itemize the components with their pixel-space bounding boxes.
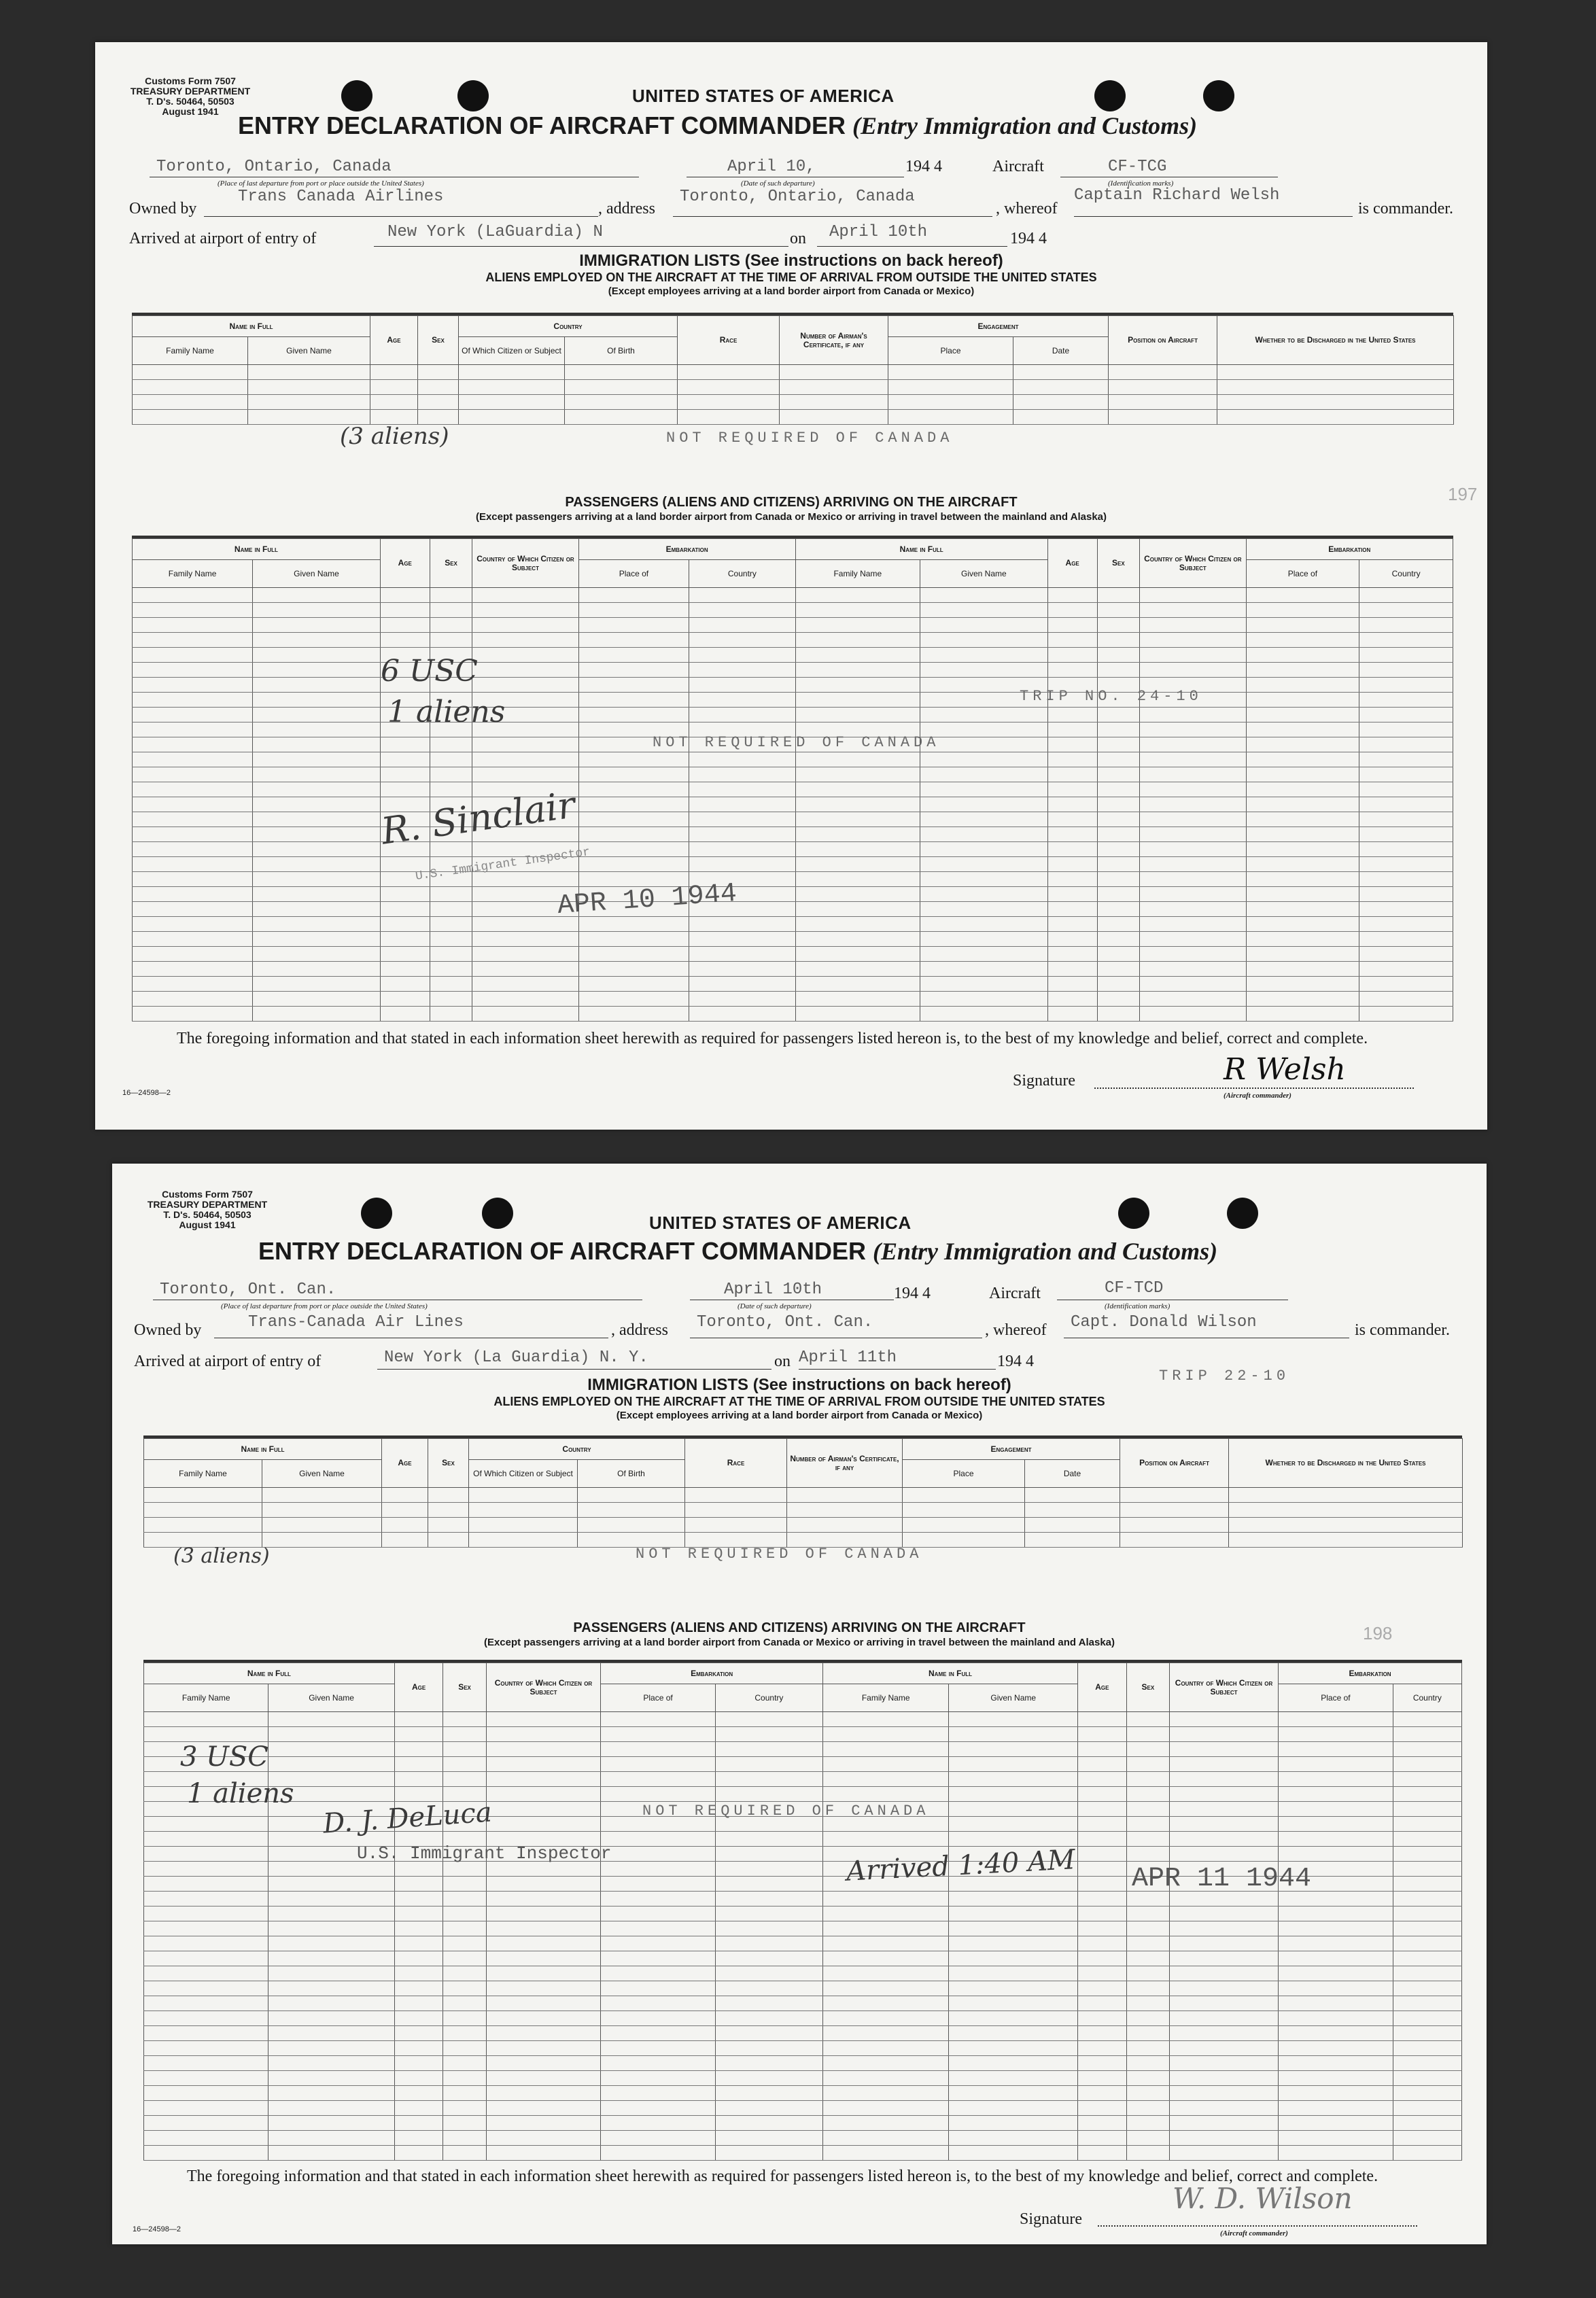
table-row (144, 1921, 1462, 1936)
form-number: Customs Form 7507 (145, 75, 236, 86)
departure-date: April 10th (724, 1281, 822, 1299)
title-main: ENTRY DECLARATION OF AIRCRAFT COMMANDER (238, 111, 846, 139)
aliens-subheading: (Except employees arriving at a land border airport from Canada or Mexico) (616, 1410, 983, 1421)
col-place-of: Place of (1279, 1684, 1393, 1712)
print-code: 16—24598—2 (133, 2225, 181, 2233)
rule (799, 1369, 996, 1370)
table-row (133, 797, 1453, 812)
signature-line (1094, 1087, 1414, 1089)
department: TREASURY DEPARTMENT (130, 86, 251, 97)
table-row (144, 1787, 1462, 1802)
table-row (133, 693, 1453, 708)
whereof-label: , whereof (985, 1321, 1047, 1339)
departure-place: Toronto, Ontario, Canada (156, 158, 392, 176)
table-row (133, 887, 1453, 902)
rule (673, 216, 992, 217)
col-place-of: Place of (601, 1684, 716, 1712)
col-given-name: Given Name (248, 337, 370, 365)
table-row (133, 752, 1453, 767)
col-discharged: Whether to be Discharged in the United States (1217, 316, 1454, 365)
trip-number: TRIP 22-10 (1159, 1368, 1290, 1385)
commander-suffix: is commander. (1358, 200, 1453, 217)
margin-number: 198 (1363, 1623, 1393, 1643)
table-row (133, 603, 1453, 618)
punch-hole (457, 80, 489, 111)
table-row (133, 962, 1453, 977)
inspector-signature: D. J. DeLuca (322, 1796, 493, 1840)
table-row (133, 992, 1453, 1007)
departure-place-caption: (Place of last departure from port or place outside the United States) (218, 179, 424, 188)
crew-handwritten-note: (3 aliens) (173, 1544, 270, 1568)
col-name-in-full: Name in Full (133, 316, 370, 337)
print-code: 16—24598—2 (122, 1089, 171, 1097)
col-embarkation: Embarkation (1246, 539, 1453, 560)
passengers-subheading: (Except passengers arriving at a land border airport from Canada or Mexico or arriving in travel between the mainland and Alaska) (475, 511, 1107, 523)
rule (377, 1369, 771, 1370)
table-row (133, 827, 1453, 842)
rule (374, 246, 788, 247)
departure-date: April 10, (727, 158, 816, 176)
col-name-in-full: Name in Full (144, 1663, 395, 1684)
signature-label: Signature (1020, 2210, 1082, 2228)
col-place: Place (888, 337, 1013, 365)
table-row (133, 708, 1453, 723)
form-number-block (122, 76, 258, 117)
col-sex: Sex (418, 316, 459, 365)
table-row (144, 1996, 1462, 2011)
table-row (133, 857, 1453, 872)
inspector-caption: U.S. Immigrant Inspector (357, 1843, 612, 1864)
crew-handwritten-note: (3 aliens) (340, 423, 449, 450)
table-row (144, 2131, 1462, 2146)
col-place-of: Place of (578, 560, 689, 588)
address: Toronto, Ont. Can. (697, 1313, 873, 1331)
inspector-caption: U.S. Immigrant Inspector (414, 846, 591, 884)
immigration-heading: IMMIGRATION LISTS (See instructions on back hereof) (579, 251, 1003, 270)
whereof-label: , whereof (996, 200, 1058, 217)
table-row (144, 1757, 1462, 1772)
signature-value: W. D. Wilson (1173, 2182, 1353, 2215)
form-number-block (139, 1189, 275, 1230)
table-row (133, 1007, 1453, 1022)
tds: T. D's. 50464, 50503 (163, 1209, 251, 1220)
footer-statement: The foregoing information and that stated in each information sheet herewith as required for passengers listed hereon is, to the best of my knowledge and belief, correct and complete. (187, 2168, 1378, 2185)
passengers-heading: PASSENGERS (ALIENS AND CITIZENS) ARRIVING ON THE AIRCRAFT (573, 1620, 1026, 1635)
address: Toronto, Ontario, Canada (680, 188, 915, 206)
col-age: Age (370, 316, 418, 365)
table-row (133, 977, 1453, 992)
departure-year: 194 4 (905, 158, 942, 175)
title-main: ENTRY DECLARATION OF AIRCRAFT COMMANDER (258, 1237, 866, 1265)
owner: Trans-Canada Air Lines (248, 1313, 464, 1331)
date-issued: August 1941 (162, 106, 219, 117)
crew-overlay-text: NOT REQUIRED OF CANADA (636, 1546, 923, 1563)
aircraft-label: Aircraft (989, 1285, 1041, 1302)
col-age: Age (380, 539, 430, 588)
arrived-note: Arrived 1:40 AM (846, 1844, 1076, 1887)
col-country: Country (1393, 1684, 1461, 1712)
departure-place-caption: (Place of last departure from port or place outside the United States) (221, 1302, 428, 1310)
table-row (133, 678, 1453, 693)
col-given-name: Given Name (253, 560, 381, 588)
aircraft-label: Aircraft (992, 158, 1044, 175)
immigration-heading: IMMIGRATION LISTS (See instructions on back hereof) (587, 1376, 1011, 1394)
rule (1074, 216, 1353, 217)
col-family-name: Family Name (822, 1684, 948, 1712)
date-issued: August 1941 (179, 1219, 236, 1230)
passenger-overlay-text: NOT REQUIRED OF CANADA (653, 734, 940, 751)
departure-date-caption: (Date of such departure) (738, 1302, 812, 1310)
col-position: Position on Aircraft (1109, 316, 1217, 365)
col-family-name: Family Name (144, 1684, 268, 1712)
tds: T. D's. 50464, 50503 (146, 96, 235, 107)
table-row (144, 2041, 1462, 2056)
passengers-heading: PASSENGERS (ALIENS AND CITIZENS) ARRIVING ON THE AIRCRAFT (565, 495, 1018, 510)
table-row (133, 782, 1453, 797)
table-row (144, 1727, 1462, 1742)
date-stamp: APR 11 1944 (1132, 1864, 1312, 1894)
table-row (144, 2146, 1462, 2161)
col-age: Age (1078, 1663, 1127, 1712)
table-row (133, 648, 1453, 663)
table-row (144, 1742, 1462, 1757)
col-given-name: Given Name (268, 1684, 394, 1712)
table-row (144, 1936, 1462, 1951)
aircraft-marks-caption: (Identification marks) (1105, 1302, 1170, 1310)
table-row (133, 917, 1453, 932)
table-row (144, 1847, 1462, 1862)
address-label: , address (598, 200, 655, 217)
table-row (133, 767, 1453, 782)
signature-value: R Welsh (1224, 1052, 1346, 1087)
commander: Capt. Donald Wilson (1071, 1313, 1257, 1331)
col-of-birth: Of Birth (565, 337, 678, 365)
title-italic: (Entry Immigration and Customs) (872, 1238, 1218, 1265)
declaration-form-2 (112, 1164, 1487, 2244)
col-name-in-full: Name in Full (822, 1663, 1077, 1684)
table-row (144, 1966, 1462, 1981)
table-row (133, 932, 1453, 947)
table-row (133, 588, 1453, 603)
col-embarkation: Embarkation (578, 539, 795, 560)
trip-number: TRIP NO. 24-10 (1020, 688, 1202, 705)
punch-hole (1203, 80, 1234, 111)
arrival-year: 194 4 (1010, 230, 1047, 247)
commander: Captain Richard Welsh (1074, 186, 1280, 205)
col-citizen-of: Of Which Citizen or Subject (469, 1460, 578, 1488)
declaration-form-1 (95, 42, 1487, 1130)
col-discharged: Whether to be Discharged in the United States (1229, 1439, 1463, 1488)
table-row (144, 1907, 1462, 1921)
margin-number: 197 (1448, 484, 1478, 504)
col-family-name: Family Name (133, 337, 248, 365)
departure-date-caption: (Date of such departure) (741, 179, 815, 188)
col-country: Country (459, 316, 678, 337)
col-name-in-full: Name in Full (133, 539, 381, 560)
passenger-overlay-text: NOT REQUIRED OF CANADA (642, 1803, 930, 1820)
col-engagement: Engagement (888, 316, 1109, 337)
passengers-subheading: (Except passengers arriving at a land border airport from Canada or Mexico or arriving in travel between the mainland and Alaska) (483, 1637, 1115, 1648)
passenger-table (143, 1662, 1462, 2161)
col-engagement: Engagement (903, 1439, 1120, 1460)
col-given-name: Given Name (949, 1684, 1078, 1712)
table-row (144, 1981, 1462, 1996)
table-row (133, 618, 1453, 633)
table-row (133, 842, 1453, 857)
col-embarkation: Embarkation (601, 1663, 823, 1684)
table-row (133, 902, 1453, 917)
col-citizen-of: Of Which Citizen or Subject (459, 337, 565, 365)
aircraft-marks-caption: (Identification marks) (1108, 179, 1174, 188)
col-country: Country (689, 560, 795, 588)
crew-overlay-text: NOT REQUIRED OF CANADA (666, 430, 954, 447)
table-row (144, 2056, 1462, 2071)
passenger-handwritten-note-1: 3 USC (180, 1741, 268, 1773)
arrival-date: April 11th (799, 1348, 897, 1367)
table-row (144, 1712, 1462, 1727)
col-family-name: Family Name (133, 560, 253, 588)
passenger-handwritten-note-2: 1 aliens (387, 695, 506, 729)
col-sex: Sex (443, 1663, 486, 1712)
col-name-in-full: Name in Full (144, 1439, 382, 1460)
country-header: UNITED STATES OF AMERICA (649, 1213, 912, 1233)
col-sex: Sex (430, 539, 472, 588)
departure-place: Toronto, Ont. Can. (160, 1281, 336, 1299)
col-citizen-of: Country of Which Citizen or Subject (486, 1663, 601, 1712)
table-row (144, 2101, 1462, 2116)
punch-hole (361, 1198, 392, 1229)
title-italic: (Entry Immigration and Customs) (852, 112, 1198, 139)
inspector-signature: R. Sinclair (379, 783, 578, 853)
signature-caption: (Aircraft commander) (1224, 1092, 1291, 1100)
owned-by-label: Owned by (129, 200, 197, 217)
col-sex: Sex (428, 1439, 469, 1488)
on-label: on (790, 230, 806, 247)
punch-hole (482, 1198, 513, 1229)
owned-by-label: Owned by (134, 1321, 202, 1339)
table-row (133, 812, 1453, 827)
commander-suffix: is commander. (1355, 1321, 1450, 1339)
form-title (238, 111, 1197, 140)
col-country: Country (469, 1439, 685, 1460)
table-row (133, 633, 1453, 648)
on-label: on (774, 1353, 791, 1370)
col-country: Country (1359, 560, 1453, 588)
country-header: UNITED STATES OF AMERICA (632, 86, 895, 106)
passenger-handwritten-note-1: 6 USC (381, 654, 478, 689)
punch-hole (1118, 1198, 1149, 1229)
col-date: Date (1025, 1460, 1120, 1488)
arrival-airport: New York (La Guardia) N. Y. (384, 1348, 648, 1367)
signature-label: Signature (1013, 1072, 1075, 1090)
col-citizen-of: Country of Which Citizen or Subject (1169, 1663, 1278, 1712)
departure-year: 194 4 (894, 1285, 931, 1302)
col-airman-cert: Number of Airman's Certificate, if any (787, 1439, 903, 1488)
passenger-handwritten-note-2: 1 aliens (187, 1778, 294, 1809)
col-age: Age (1047, 539, 1097, 588)
department: TREASURY DEPARTMENT (147, 1199, 268, 1210)
table-row (144, 2026, 1462, 2041)
form-title (258, 1237, 1217, 1266)
arrival-year: 194 4 (997, 1353, 1034, 1370)
table-row (133, 663, 1453, 678)
aliens-heading: ALIENS EMPLOYED ON THE AIRCRAFT AT THE TIME OF ARRIVAL FROM OUTSIDE THE UNITED STATES (485, 271, 1097, 284)
col-date: Date (1013, 337, 1109, 365)
rule (204, 216, 598, 217)
table-row (144, 1951, 1462, 1966)
table-row (133, 872, 1453, 887)
col-sex: Sex (1097, 539, 1140, 588)
crew-table (143, 1438, 1463, 1548)
col-citizen-of: Country of Which Citizen or Subject (472, 539, 578, 588)
col-family-name: Family Name (795, 560, 920, 588)
col-age: Age (394, 1663, 443, 1712)
col-given-name: Given Name (262, 1460, 382, 1488)
signature-caption: (Aircraft commander) (1220, 2229, 1288, 2238)
punch-hole (341, 80, 372, 111)
aliens-subheading: (Except employees arriving at a land border airport from Canada or Mexico) (608, 285, 975, 297)
aliens-heading: ALIENS EMPLOYED ON THE AIRCRAFT AT THE TIME OF ARRIVAL FROM OUTSIDE THE UNITED STATES (493, 1395, 1105, 1408)
col-given-name: Given Name (920, 560, 1048, 588)
arrived-label: Arrived at airport of entry of (129, 230, 317, 247)
col-citizen-of: Country of Which Citizen or Subject (1140, 539, 1246, 588)
passenger-table (132, 538, 1453, 1022)
table-row (133, 947, 1453, 962)
col-family-name: Family Name (144, 1460, 262, 1488)
col-embarkation: Embarkation (1279, 1663, 1462, 1684)
rule (817, 246, 1007, 247)
crew-table (132, 315, 1454, 425)
col-place: Place (903, 1460, 1025, 1488)
col-place-of: Place of (1246, 560, 1359, 588)
arrived-label: Arrived at airport of entry of (134, 1353, 322, 1370)
signature-line (1098, 2225, 1417, 2227)
col-of-birth: Of Birth (578, 1460, 685, 1488)
col-race: Race (678, 316, 780, 365)
punch-hole (1094, 80, 1126, 111)
col-age: Age (382, 1439, 428, 1488)
arrival-airport: New York (LaGuardia) N (387, 223, 603, 241)
punch-hole (1227, 1198, 1258, 1229)
arrival-date: April 10th (829, 223, 928, 241)
table-row (144, 2086, 1462, 2101)
date-stamp: APR 10 1944 (556, 878, 738, 922)
table-row (144, 1772, 1462, 1787)
table-row (144, 2116, 1462, 2131)
table-row (144, 2011, 1462, 2026)
footer-statement: The foregoing information and that stated in each information sheet herewith as required for passengers listed hereon is, to the best of my knowledge and belief, correct and complete. (177, 1030, 1368, 1047)
col-position: Position on Aircraft (1120, 1439, 1229, 1488)
address-label: , address (611, 1321, 668, 1339)
col-sex: Sex (1126, 1663, 1169, 1712)
col-race: Race (685, 1439, 787, 1488)
aircraft-marks: CF-TCD (1105, 1279, 1164, 1298)
col-airman-cert: Number of Airman's Certificate, if any (780, 316, 888, 365)
col-country: Country (715, 1684, 822, 1712)
owner: Trans Canada Airlines (238, 188, 444, 206)
col-name-in-full: Name in Full (795, 539, 1047, 560)
form-number: Customs Form 7507 (162, 1189, 253, 1200)
table-row (144, 2071, 1462, 2086)
aircraft-marks: CF-TCG (1108, 158, 1167, 176)
